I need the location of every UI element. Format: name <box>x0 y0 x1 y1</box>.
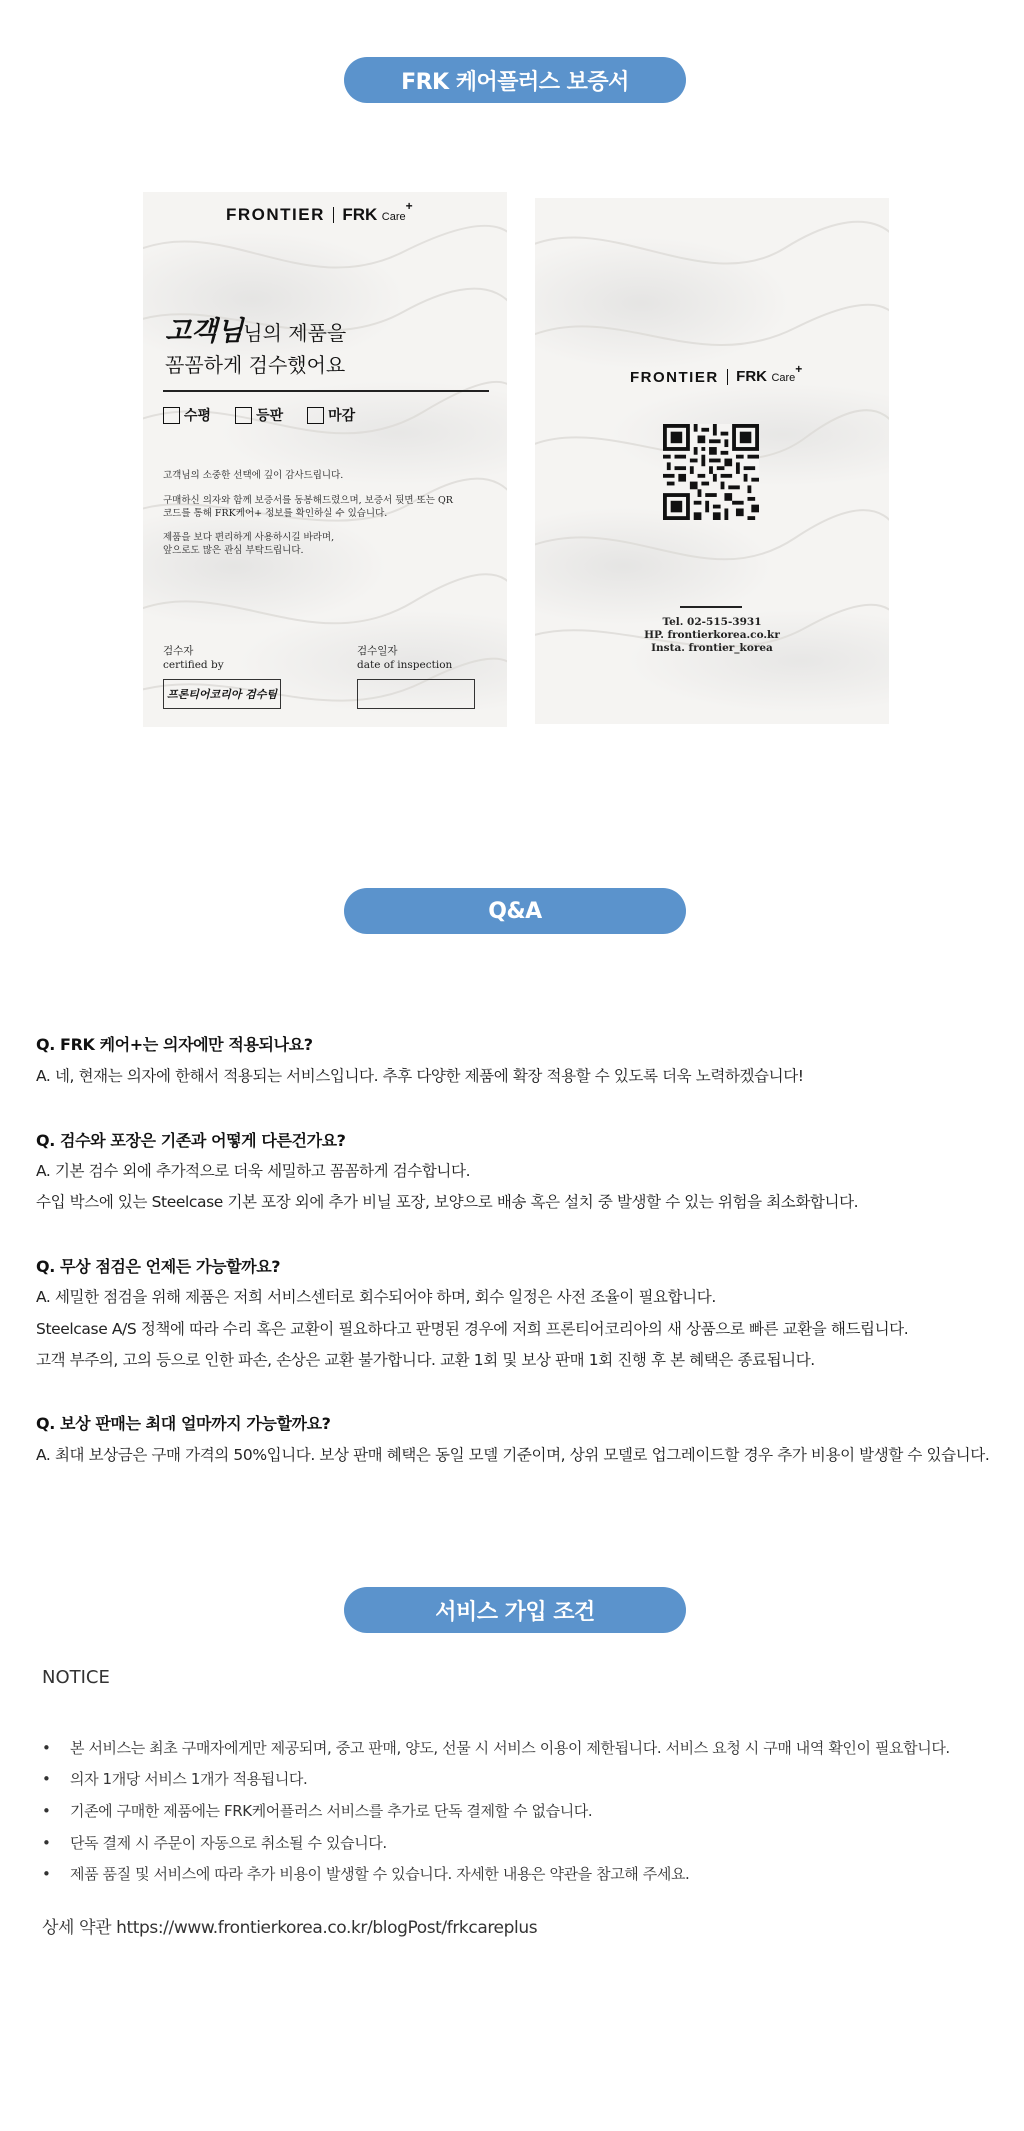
qa-question: Q. 무상 점검은 언제든 가능할까요? <box>36 1257 281 1276</box>
qa-answer: A. 네, 현재는 의자에 한해서 적용되는 서비스입니다. 추후 다양한 제품에 확장 적용할 수 있도록 더욱 노력하겠습니다! <box>36 1067 804 1085</box>
contact-instagram: Insta. frontier_korea <box>651 642 773 655</box>
service-section-title: 서비스 가입 조건 <box>344 1587 686 1633</box>
qa-answer: 고객 부주의, 고의 등으로 인한 파손, 손상은 교환 불가합니다. 교환 1회 및 보상 판매 1회 진행 후 본 혜택은 종료됩니다. <box>36 1351 815 1369</box>
warranty-card-front <box>143 192 507 727</box>
checkbox-icon <box>235 407 252 424</box>
inspector-signature: 프론티어코리아 검수팀 <box>163 679 281 709</box>
qa-answer: 수입 박스에 있는 Steelcase 기본 포장 외에 추가 비닐 포장, 보양으로 배송 혹은 설치 중 발생할 수 있는 위험을 최소화합니다. <box>36 1193 859 1211</box>
contact-tel: Tel. 02-515-3931 <box>662 616 762 628</box>
heading-script: 고객님 <box>165 316 244 347</box>
qa-answer: Steelcase A/S 정책에 따라 수리 혹은 교환이 필요하다고 판명된 경우에 저희 프론티어코리아의 새 상품으로 빠른 교환을 해드립니다. <box>36 1320 909 1338</box>
qa-answer: A. 기본 검수 외에 추가적으로 더욱 세밀하고 꼼꼼하게 검수합니다. <box>36 1162 471 1180</box>
qa-answer: A. 최대 보상금은 구매 가격의 50%입니다. 보상 판매 혜택은 동일 모델 기준이며, 상위 모델로 업그레이드할 경우 추가 비용이 발생할 수 있습니다. <box>36 1446 990 1464</box>
checkbox-icon <box>163 407 180 424</box>
check-level: 수평 <box>163 405 211 425</box>
inspection-checklist <box>163 405 355 425</box>
inspection-date-box <box>357 679 475 709</box>
warranty-card-back <box>535 198 889 724</box>
inspection-date-label: 검수일자 date of inspection <box>357 645 453 672</box>
notice-heading: NOTICE <box>42 1667 110 1688</box>
card-message: 고객님의 소중한 선택에 깊이 감사드립니다. 구매하신 의자와 함께 보증서를 동봉해드렸으며, 보증서 뒷면 또는 QR 코드를 통해 FRK케어+ 정보를 확인하실 수 있습니다. 제품을 보다 편리하게 사용하시길 바라며, 앞으로도 많은 관심 부탁드립니다. <box>163 470 453 557</box>
frontier-frk-logo: FRONTIER FRK Care+ <box>630 362 803 386</box>
contact-homepage: HP. frontierkorea.co.kr <box>644 629 780 642</box>
card-heading: 고객님님의 제품을 꼼꼼하게 검수했어요 <box>165 316 347 378</box>
qr-code-icon <box>663 424 759 520</box>
qa-question: Q. 검수와 포장은 기존과 어떻게 다른건가요? <box>36 1131 346 1150</box>
inspector-label: 검수자 certified by <box>163 645 224 672</box>
qa-section-title: Q&A <box>344 888 686 934</box>
qa-answer: A. 세밀한 점검을 위해 제품은 저희 서비스센터로 회수되어야 하며, 회수 일정은 사전 조율이 필요합니다. <box>36 1288 716 1306</box>
notice-item: • 기존에 구매한 제품에는 FRK케어플러스 서비스를 추가로 단독 결제할 수 없습니다. <box>42 1802 593 1820</box>
warranty-section-title: FRK 케어플러스 보증서 <box>344 57 686 103</box>
frontier-frk-logo: FRONTIER FRK Care+ <box>226 199 413 224</box>
qa-question: Q. 보상 판매는 최대 얼마까지 가능할까요? <box>36 1414 331 1433</box>
contact-info <box>535 616 889 655</box>
qa-question: Q. FRK 케어+는 의자에만 적용되나요? <box>36 1035 313 1054</box>
contact-divider <box>680 606 742 608</box>
notice-item: • 단독 결제 시 주문이 자동으로 취소될 수 있습니다. <box>42 1834 387 1852</box>
terms-link[interactable]: 상세 약관 https://www.frontierkorea.co.kr/blogPost/frkcareplus <box>42 1918 538 1938</box>
notice-item: • 의자 1개당 서비스 1개가 적용됩니다. <box>42 1770 308 1788</box>
notice-item: • 제품 품질 및 서비스에 따라 추가 비용이 발생할 수 있습니다. 자세한 내용은 약관을 참고해 주세요. <box>42 1865 690 1883</box>
checkbox-icon <box>307 407 324 424</box>
notice-item: • 본 서비스는 최초 구매자에게만 제공되며, 중고 판매, 양도, 선물 시 서비스 이용이 제한됩니다. 서비스 요청 시 구매 내역 확인이 필요합니다. <box>42 1739 950 1757</box>
check-back: 등판 <box>235 405 283 425</box>
heading-divider <box>163 390 489 392</box>
check-finish: 마감 <box>307 405 355 425</box>
